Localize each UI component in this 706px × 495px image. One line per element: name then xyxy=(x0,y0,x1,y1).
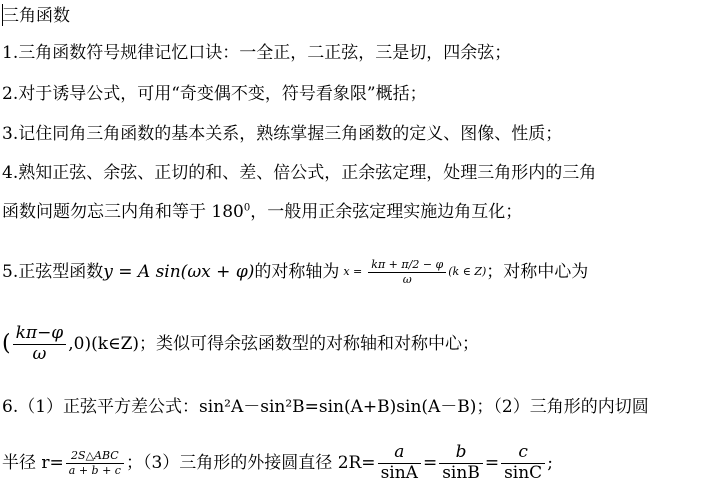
section-title: 三角函数 xyxy=(2,6,70,26)
item-2: 2.对于诱导公式，可用“奇变偶不变，符号看象限”概括； xyxy=(2,84,427,104)
k-condition: (k ∈ Z) xyxy=(448,265,487,278)
item-4-line-1: 4.熟知正弦、余弦、正切的和、差、倍公式，正余弦定理，处理三角形内的三角 xyxy=(2,163,597,183)
item-5-tail: ；对称中心为 xyxy=(486,262,589,282)
inradius-denominator: a + b + c xyxy=(68,463,121,477)
end-semicolon: ; xyxy=(547,453,553,473)
item-4-text: 函数问题勿忘三内角和等于 180 xyxy=(2,202,244,222)
center-fraction xyxy=(13,322,67,364)
degree-superscript: 0 xyxy=(243,202,251,214)
law-of-sines-c xyxy=(501,441,545,483)
center-tail: ,0)(k∈Z) xyxy=(68,334,140,354)
inradius-fraction xyxy=(66,450,124,476)
item-3: 3.记住同角三角函数的基本关系，熟练掌握三角函数的定义、图像、性质； xyxy=(2,124,563,144)
law-of-sines-b xyxy=(439,441,483,483)
item-1: 1.三角函数符号规律记忆口诀：一全正，二正弦，三是切，四余弦； xyxy=(2,43,512,63)
item-6-line-1: 6.（1）正弦平方差公式：sin²A－sin²B=sin(A+B)sin(A－B)；（2）三角形的内切圆 xyxy=(2,397,649,417)
open-paren: ( xyxy=(2,331,11,356)
sine-function-formula: y = A sin(ωx + φ) xyxy=(103,262,255,282)
side-b: b xyxy=(455,441,467,462)
sin-b: sinB xyxy=(442,462,480,483)
item-4-line-2 xyxy=(2,202,522,222)
x-equals: x = xyxy=(343,265,363,278)
equals-sign-2: = xyxy=(484,453,500,473)
circumradius-text: ；（3）三角形的外接圆直径 2R= xyxy=(125,453,376,473)
item-5-center xyxy=(2,322,479,366)
inradius-numerator: 2S△ABC xyxy=(71,448,119,462)
item-4-tail: ，一般用正余弦定理实施边角互化； xyxy=(250,202,523,222)
law-of-sines-a xyxy=(378,441,421,483)
item-5-mid: 的对称轴为 xyxy=(254,262,340,282)
item-5-center-text: ；类似可得余弦函数型的对称轴和对称中心； xyxy=(139,334,480,354)
item-5-lead: 5.正弦型函数 xyxy=(2,262,104,282)
equals-sign-1: = xyxy=(422,453,438,473)
side-a: a xyxy=(394,441,405,462)
item-5 xyxy=(2,252,588,292)
fraction-numerator: kπ + π/2 − φ xyxy=(371,257,444,271)
symmetry-axis-fraction xyxy=(368,259,446,285)
center-denominator: ω xyxy=(32,343,47,364)
center-numerator: kπ−φ xyxy=(15,322,64,343)
side-c: c xyxy=(518,441,528,462)
sin-c: sinC xyxy=(504,462,543,483)
radius-label: 半径 r= xyxy=(2,453,64,473)
fraction-denominator: ω xyxy=(402,272,412,286)
sin-a: sinA xyxy=(380,462,418,483)
item-6-line-2 xyxy=(2,438,553,488)
